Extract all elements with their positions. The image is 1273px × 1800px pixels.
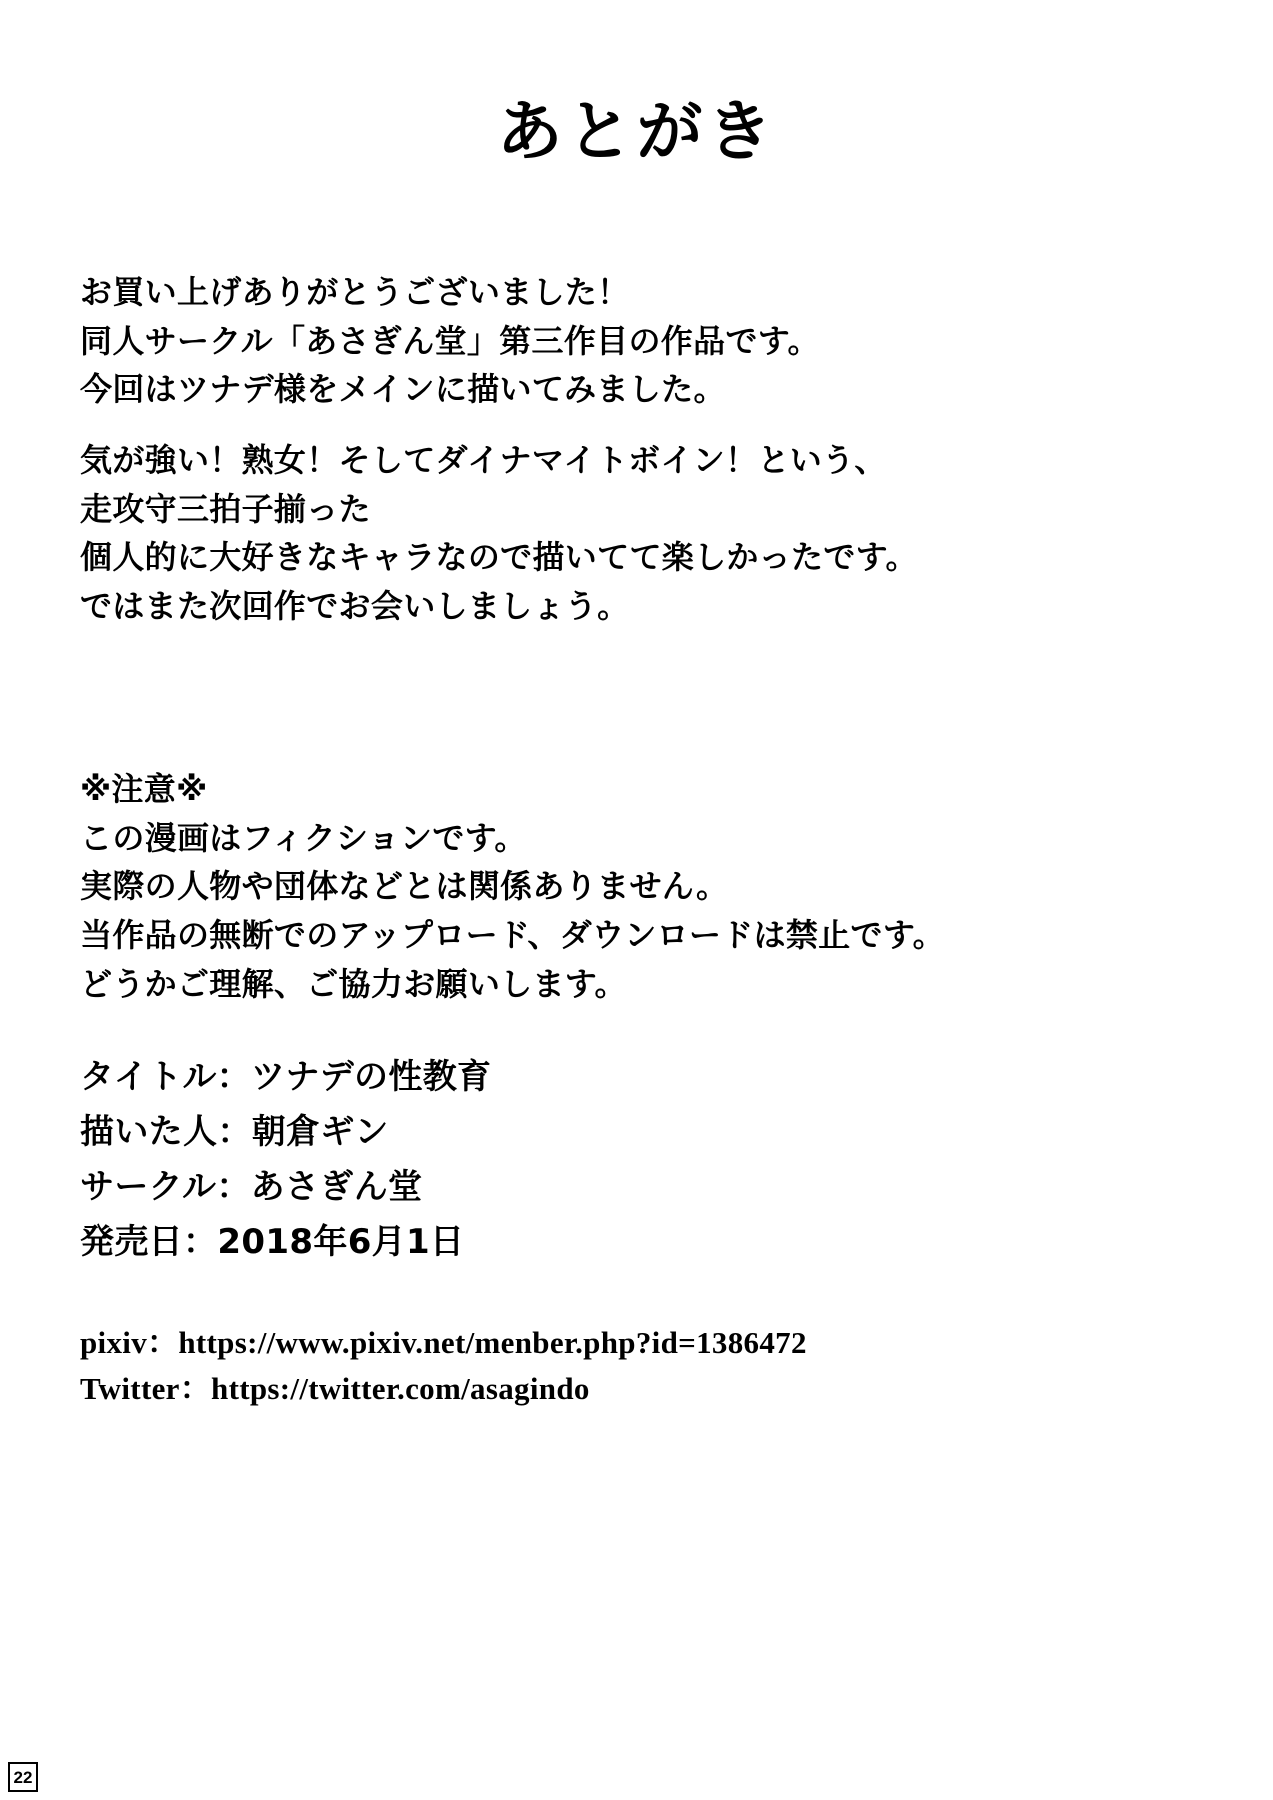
intro-line: 走攻守三拍子揃った [80,489,371,528]
notice-line: この漫画はフィクションです。 [80,818,527,857]
intro-text-block [80,268,1180,630]
credits-block [80,1050,1180,1270]
intro-line: 個人的に大好きなキャラなので描いてて楽しかったです。 [80,538,918,577]
credit-release-date: 発売日：2018年6月1日 [80,1222,465,1263]
notice-text-block [80,765,1180,1008]
credit-author: 描いた人：朝倉ギン [80,1112,389,1153]
notice-line: 当作品の無断でのアップロード、ダウンロードは禁止です。 [80,915,945,954]
page-number: 22 [8,1762,38,1792]
twitter-link[interactable]: Twitter：https://twitter.com/asagindo [80,1370,590,1406]
intro-line: 気が強い！熟女！そしてダイナマイトボイン！という、 [80,440,887,479]
intro-line: お買い上げありがとうございました！ [80,273,630,311]
intro-line: 今回はツナデ様をメインに描いてみました。 [80,370,726,409]
notice-line: どうかご理解、ご協力お願いします。 [80,964,627,1003]
intro-line: 同人サークル「あさぎん堂」第三作目の作品です。 [80,321,820,360]
pixiv-link[interactable]: pixiv：https://www.pixiv.net/menber.php?id=1386472 [80,1325,807,1360]
intro-line: ではまた次回作でお会いしましょう。 [80,586,630,625]
credit-circle: サークル：あさぎん堂 [80,1167,423,1208]
links-block [80,1320,1180,1412]
credit-title: タイトル：ツナデの性教育 [80,1057,492,1097]
notice-heading: ※注意※ [80,770,208,808]
notice-line: 実際の人物や団体などとは関係ありません。 [80,867,729,906]
page-title: あとがき [496,93,777,170]
intro-line-spacer [80,414,1180,436]
